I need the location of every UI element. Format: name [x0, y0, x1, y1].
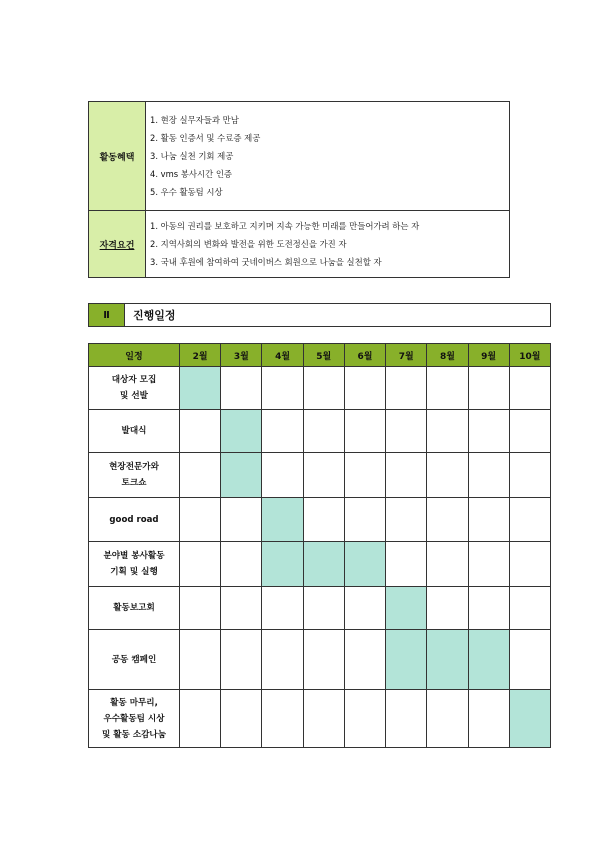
schedule-row: [89, 690, 551, 748]
schedule-row-label: [89, 630, 180, 690]
schedule-cell-active: [180, 367, 221, 410]
benefits-item: 2. 활동 인증서 및 수료증 제공: [150, 133, 261, 143]
schedule-cell: [303, 587, 344, 630]
schedule-cell: [303, 630, 344, 690]
schedule-cell: [180, 498, 221, 542]
schedule-cell-active: [344, 542, 385, 587]
schedule-cell: [262, 367, 303, 410]
schedule-cell: [468, 587, 509, 630]
qualification-item: 1. 아동의 권리를 보호하고 지키며 지속 가능한 미래를 만들어가려 하는 자: [150, 221, 420, 231]
benefits-content: [146, 102, 510, 211]
schedule-cell: [386, 498, 427, 542]
schedule-cell: [427, 498, 468, 542]
schedule-cell: [180, 587, 221, 630]
schedule-cell: [303, 367, 344, 410]
schedule-cell: [180, 630, 221, 690]
benefits-item: 3. 나눔 실천 기회 제공: [150, 151, 234, 161]
schedule-cell: [468, 453, 509, 498]
schedule-row-label: [89, 587, 180, 630]
schedule-cell: [386, 542, 427, 587]
schedule-cell: [509, 542, 550, 587]
schedule-row: [89, 630, 551, 690]
schedule-cell: [262, 587, 303, 630]
schedule-row-label-line: 발대식: [121, 426, 147, 436]
schedule-cell: [180, 542, 221, 587]
info-table: [88, 101, 510, 278]
schedule-cell: [427, 542, 468, 587]
schedule-row: [89, 498, 551, 542]
month-header: 3월: [221, 344, 262, 367]
schedule-body: [89, 367, 551, 748]
month-header: 10월: [509, 344, 550, 367]
schedule-cell: [468, 367, 509, 410]
schedule-cell: [427, 410, 468, 453]
schedule-row-label-line: 현장전문가와: [109, 462, 159, 472]
schedule-cell: [509, 587, 550, 630]
schedule-header-label: 일정: [89, 344, 180, 367]
schedule-row-label-line: good road: [109, 514, 159, 525]
schedule-row-label-line: 공동 캠페인: [111, 654, 157, 665]
month-header: 8월: [427, 344, 468, 367]
schedule-cell: [180, 690, 221, 748]
schedule-row: [89, 453, 551, 498]
schedule-cell-active: [262, 542, 303, 587]
schedule-cell: [468, 410, 509, 453]
benefits-item: 5. 우수 활동팀 시상: [150, 187, 223, 197]
schedule-row-label-line: 활동보고회: [113, 603, 155, 613]
schedule-row-label-line: 우수활동팀 시상: [103, 713, 165, 724]
schedule-cell: [180, 453, 221, 498]
schedule-cell-active: [303, 542, 344, 587]
schedule-row: [89, 410, 551, 453]
benefits-item: 4. vms 봉사시간 인증: [150, 169, 232, 179]
schedule-cell: [468, 542, 509, 587]
schedule-cell: [344, 453, 385, 498]
schedule-cell: [221, 542, 262, 587]
schedule-cell: [468, 690, 509, 748]
schedule-row-label-line: 및 활동 소감나눔: [101, 729, 167, 740]
schedule-cell: [386, 690, 427, 748]
schedule-row-label-line: 분야별 봉사활동: [103, 551, 165, 561]
month-header: 2월: [180, 344, 221, 367]
qualification-content: [146, 211, 510, 278]
benefits-item: 1. 현장 실무자들과 만남: [150, 115, 239, 125]
schedule-cell: [262, 453, 303, 498]
schedule-cell: [509, 498, 550, 542]
schedule-row-label-line: 기획 및 실행: [110, 567, 158, 577]
schedule-row-label: [89, 367, 180, 410]
schedule-row-label-line: 대상자 모집: [111, 375, 157, 385]
month-header: 6월: [344, 344, 385, 367]
schedule-cell: [468, 498, 509, 542]
schedule-cell-active: [468, 630, 509, 690]
schedule-cell: [344, 410, 385, 453]
schedule-cell-active: [386, 587, 427, 630]
schedule-cell: [427, 453, 468, 498]
schedule-cell: [262, 410, 303, 453]
schedule-cell-active: [262, 498, 303, 542]
schedule-row-label-line: 토크쇼: [121, 478, 147, 488]
schedule-cell: [344, 367, 385, 410]
schedule-row-label: [89, 410, 180, 453]
schedule-cell: [303, 690, 344, 748]
qualification-header-text: 자격요건: [99, 240, 135, 251]
schedule-cell-active: [221, 410, 262, 453]
schedule-cell: [221, 690, 262, 748]
section-title: 진행일정: [133, 309, 176, 322]
schedule-cell: [427, 367, 468, 410]
schedule-row-label: [89, 542, 180, 587]
schedule-cell: [344, 690, 385, 748]
schedule-cell: [427, 587, 468, 630]
schedule-cell: [427, 690, 468, 748]
schedule-row: [89, 542, 551, 587]
schedule-cell-active: [221, 453, 262, 498]
schedule-cell-active: [509, 690, 550, 748]
schedule-cell: [386, 410, 427, 453]
qualification-item: 2. 지역사회의 변화와 발전을 위한 도전정신을 가진 자: [150, 239, 347, 249]
schedule-cell: [221, 630, 262, 690]
qualification-row: [89, 211, 510, 278]
schedule-row: [89, 367, 551, 410]
schedule-cell: [509, 630, 550, 690]
schedule-row-label: [89, 498, 180, 542]
schedule-table: [88, 343, 551, 748]
schedule-cell: [221, 587, 262, 630]
month-header: 7월: [386, 344, 427, 367]
schedule-cell-active: [427, 630, 468, 690]
schedule-cell: [509, 410, 550, 453]
schedule-cell: [262, 630, 303, 690]
schedule-cell: [303, 453, 344, 498]
month-header: 9월: [468, 344, 509, 367]
schedule-cell: [386, 367, 427, 410]
schedule-cell: [344, 587, 385, 630]
schedule-row-label-line: 활동 마무리,: [110, 697, 158, 708]
qualification-header: [89, 211, 146, 278]
schedule-cell: [303, 498, 344, 542]
schedule-cell: [221, 367, 262, 410]
schedule-cell: [180, 410, 221, 453]
schedule-cell: [509, 367, 550, 410]
schedule-cell: [344, 630, 385, 690]
schedule-cell: [303, 410, 344, 453]
qualification-item: 3. 국내 후원에 참여하여 굿네이버스 회원으로 나눔을 실천할 자: [150, 257, 382, 267]
schedule-header-row: [89, 344, 551, 367]
schedule-cell: [262, 690, 303, 748]
schedule-row-label-line: 및 선발: [120, 391, 148, 401]
benefits-row: [89, 102, 510, 211]
schedule-cell: [386, 453, 427, 498]
schedule-cell: [509, 453, 550, 498]
schedule-cell: [344, 498, 385, 542]
section-number: Ⅱ: [89, 304, 125, 326]
schedule-row: [89, 587, 551, 630]
schedule-cell: [221, 498, 262, 542]
schedule-row-label: [89, 690, 180, 748]
month-header: 4월: [262, 344, 303, 367]
benefits-header: 활동혜택: [89, 102, 146, 211]
section-heading: [88, 303, 551, 327]
month-header: 5월: [303, 344, 344, 367]
schedule-cell-active: [386, 630, 427, 690]
schedule-row-label: [89, 453, 180, 498]
